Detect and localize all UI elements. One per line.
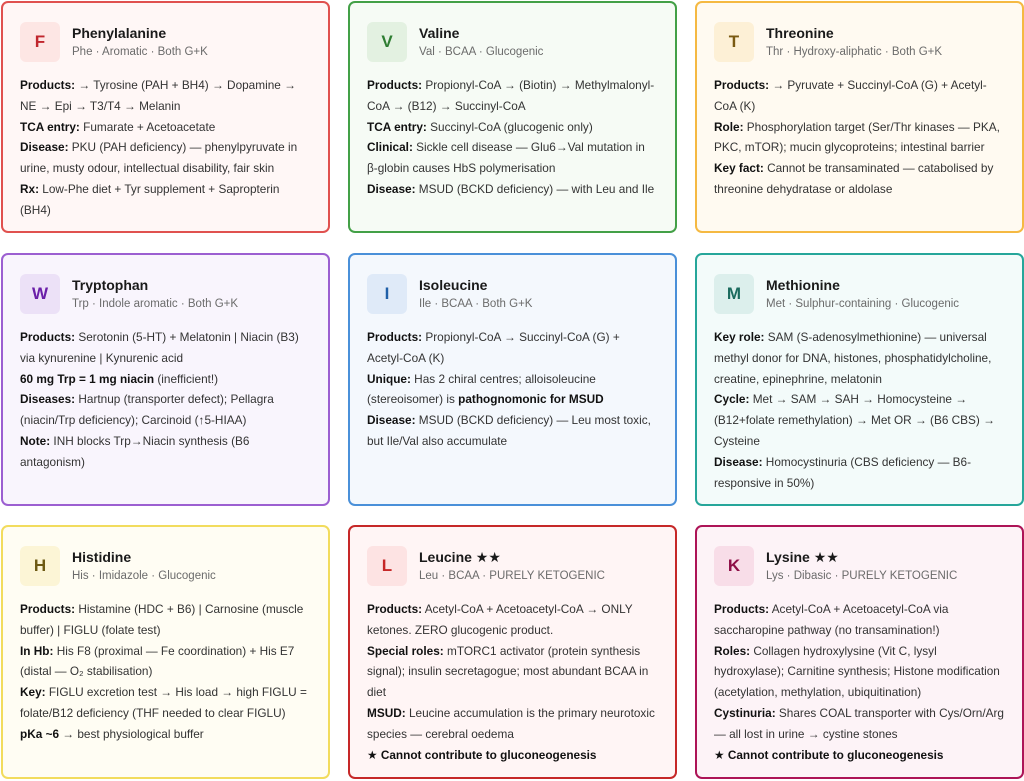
fact-label: Key: xyxy=(20,685,46,700)
amino-acid-card-isoleucine xyxy=(348,253,677,506)
fact-text: Homocystinuria (CBS deficiency — B6-responsive in 50%) xyxy=(714,454,972,490)
fact-row xyxy=(20,327,311,369)
fact-text: Succinyl-CoA (glucogenic only) xyxy=(426,119,593,134)
fact-label: 60 mg Trp = 1 mg niacin xyxy=(20,371,155,386)
fact-text: Has 2 chiral centres; alloisoleucine (stereoisomer) is xyxy=(367,371,596,407)
card-header xyxy=(714,272,1005,316)
fact-text: → Pyruvate + Succinyl-CoA (G) + Acetyl-CoA (K) xyxy=(714,78,987,113)
fact-text: Propionyl-CoA → Succinyl-CoA (G) + Acetyl-CoA (K) xyxy=(367,330,620,365)
fact-row xyxy=(367,117,658,138)
card-body xyxy=(20,75,311,221)
fact-label: Special roles: xyxy=(367,643,444,658)
amino-acid-card-tryptophan xyxy=(1,253,330,506)
fact-row xyxy=(20,641,311,683)
amino-acid-card-valine xyxy=(348,1,677,233)
fact-text: Acetyl-CoA + Acetoacetyl-CoA via saccharopine pathway (no transamination!) xyxy=(714,602,949,637)
fact-row xyxy=(20,389,311,431)
fact-text: SAM (S-adenosylmethionine) — universal methyl donor for DNA, histones, phosphatidylcholine, creatine, epinephrine, melatonin xyxy=(714,330,992,386)
fact-label: Products: xyxy=(20,78,76,92)
card-body xyxy=(367,75,658,200)
card-subtitle: Trp · Indole aromatic · Both G+K xyxy=(72,298,239,310)
fact-row xyxy=(367,641,658,703)
fact-row xyxy=(714,599,1005,641)
fact-text: MSUD (BCKD deficiency) — Leu most toxic, but Ile/Val also accumulate xyxy=(367,413,651,448)
fact-label: Disease: xyxy=(367,181,416,196)
fact-label: MSUD: xyxy=(367,705,406,720)
card-body xyxy=(367,599,658,765)
card-title-name: Methionine xyxy=(766,277,840,293)
fact-label: Disease: xyxy=(20,140,69,155)
amino-acid-card-phenylalanine xyxy=(1,1,330,233)
fact-row xyxy=(367,745,658,766)
fact-row xyxy=(714,452,1005,494)
card-title xyxy=(419,276,532,294)
card-title xyxy=(72,24,208,42)
fact-label: Role: xyxy=(714,119,744,134)
fact-label: Clinical: xyxy=(367,140,413,155)
fact-label: TCA entry: xyxy=(20,119,80,134)
fact-row xyxy=(20,137,311,179)
amino-acid-card-leucine xyxy=(348,525,677,779)
fact-text: Cannot be transaminated — catabolised by threonine dehydratase or aldolase xyxy=(714,161,994,196)
fact-row xyxy=(367,327,658,369)
letter-badge: W xyxy=(20,274,60,314)
fact-label: In Hb: xyxy=(20,643,54,658)
card-title xyxy=(766,276,959,294)
card-body xyxy=(714,327,1005,493)
fact-label: TCA entry: xyxy=(367,119,427,134)
fact-row xyxy=(20,117,311,138)
fact-text: Leucine accumulation is the primary neurotoxic species — cerebral oedema xyxy=(367,705,655,741)
fact-text: His F8 (proximal — Fe coordination) + His E7 (distal — O₂ stabilisation) xyxy=(20,643,295,679)
card-title-name: Valine xyxy=(419,25,460,41)
card-subtitle: Leu · BCAA · PURELY KETOGENIC xyxy=(419,570,605,582)
card-subtitle: Thr · Hydroxy-aliphatic · Both G+K xyxy=(766,46,943,58)
fact-row xyxy=(714,745,1005,766)
fact-text: INH blocks Trp→Niacin synthesis (B6 antagonism) xyxy=(20,433,250,469)
fact-text: PKU (PAH deficiency) — phenylpyruvate in urine, musty odour, intellectual disability, fair skin xyxy=(20,140,298,176)
fact-row xyxy=(20,75,311,117)
letter-badge: T xyxy=(714,22,754,62)
fact-row xyxy=(20,431,311,473)
fact-text: MSUD (BCKD deficiency) — with Leu and Ile xyxy=(415,181,655,196)
card-title xyxy=(766,24,942,42)
card-title xyxy=(72,276,238,294)
card-body xyxy=(20,599,311,745)
fact-row xyxy=(367,137,658,179)
fact-row xyxy=(714,327,1005,389)
fact-text: Serotonin (5-HT) + Melatonin | Niacin (B3) via kynurenine | Kynurenic acid xyxy=(20,330,299,365)
fact-label: Cycle: xyxy=(714,392,750,407)
fact-text: Acetyl-CoA + Acetoacetyl-CoA → ONLY ketones. ZERO glucogenic product. xyxy=(367,602,633,637)
fact-row xyxy=(714,641,1005,703)
fact-label: Disease: xyxy=(367,413,416,428)
amino-acid-card-methionine xyxy=(695,253,1024,506)
card-title xyxy=(419,548,605,566)
fact-text: mTORC1 activator (protein synthesis signal); insulin secretagogue; most abundant BCAA in diet xyxy=(367,643,649,700)
card-subtitle: His · Imidazole · Glucogenic xyxy=(72,570,216,582)
fact-row xyxy=(20,369,311,390)
fact-label: Note: xyxy=(20,433,51,448)
card-title-name: Isoleucine xyxy=(419,277,488,293)
fact-text: Fumarate + Acetoacetate xyxy=(79,119,216,134)
card-subtitle: Phe · Aromatic · Both G+K xyxy=(72,46,208,58)
fact-row xyxy=(20,724,311,745)
card-header xyxy=(20,544,311,588)
fact-label: ★ Cannot contribute to gluconeogenesis xyxy=(714,747,944,762)
amino-acid-card-lysine xyxy=(695,525,1024,779)
fact-label: Products: xyxy=(20,602,76,616)
letter-badge: I xyxy=(367,274,407,314)
fact-row xyxy=(714,75,1005,117)
fact-label: Cystinuria: xyxy=(714,705,776,720)
fact-row xyxy=(20,179,311,221)
fact-row xyxy=(367,410,658,452)
fact-label: Key fact: xyxy=(714,161,764,176)
fact-text: → Tyrosine (PAH + BH4) → Dopamine → NE → Epi → T3/T4 → Melanin xyxy=(20,78,296,113)
card-title xyxy=(766,548,957,566)
fact-text: Shares COAL transporter with Cys/Orn/Arg — all lost in urine → cystine stones xyxy=(714,705,1004,741)
card-header xyxy=(367,20,658,64)
fact-label: Key role: xyxy=(714,330,765,344)
card-body xyxy=(367,327,658,452)
letter-badge: M xyxy=(714,274,754,314)
fact-label: pKa ~6 xyxy=(20,726,60,741)
fact-text: (inefficient!) xyxy=(154,371,219,386)
card-title-name: Threonine xyxy=(766,25,834,41)
card-subtitle: Val · BCAA · Glucogenic xyxy=(419,46,544,58)
card-header xyxy=(367,544,658,588)
card-subtitle: Lys · Dibasic · PURELY KETOGENIC xyxy=(766,570,958,582)
fact-text: Histamine (HDC + B6) | Carnosine (muscle buffer) | FIGLU (folate test) xyxy=(20,602,304,637)
card-title-name: Histidine xyxy=(72,549,132,565)
card-body xyxy=(20,327,311,473)
fact-label: Products: xyxy=(714,602,770,616)
fact-label: Disease: xyxy=(714,454,763,469)
fact-text: FIGLU excretion test → His load → high FIGLU = folate/B12 deficiency (THF needed to clear FIGLU) xyxy=(20,685,307,720)
card-body xyxy=(714,599,1005,765)
card-title-name: Tryptophan xyxy=(72,277,149,293)
star-rating: ★★ xyxy=(471,549,501,565)
fact-text: → best physiological buffer xyxy=(59,726,204,741)
fact-row xyxy=(714,703,1005,745)
fact-label: ★ Cannot contribute to gluconeogenesis xyxy=(367,747,597,762)
card-header xyxy=(20,272,311,316)
fact-label: Unique: xyxy=(367,371,411,386)
fact-row xyxy=(714,158,1005,200)
fact-label: Rx: xyxy=(20,181,40,196)
amino-acid-card-threonine xyxy=(695,1,1024,233)
fact-highlight: pathognomonic for MSUD xyxy=(458,392,604,407)
letter-badge: K xyxy=(714,546,754,586)
fact-label: Products: xyxy=(20,330,76,344)
fact-label: Roles: xyxy=(714,643,751,658)
card-title-name: Lysine xyxy=(766,549,810,565)
fact-text: Sickle cell disease — Glu6→Val mutation in β-globin causes HbS polymerisation xyxy=(367,140,645,176)
fact-row xyxy=(367,703,658,745)
fact-row xyxy=(714,117,1005,159)
fact-text: Collagen hydroxylysine (Vit C, lysyl hydroxylase); Carnitine synthesis; Histone modification (acetylation, methylation, ubiquitination) xyxy=(714,643,1000,700)
card-subtitle: Met · Sulphur-containing · Glucogenic xyxy=(766,298,960,310)
card-header xyxy=(367,272,658,316)
fact-label: Products: xyxy=(367,330,423,344)
fact-text: Phosphorylation target (Ser/Thr kinases — PKA, PKC, mTOR); mucin glycoproteins; intestinal barrier xyxy=(714,119,1000,155)
card-title xyxy=(419,24,543,42)
card-header xyxy=(20,20,311,64)
card-title-name: Leucine xyxy=(419,549,472,565)
letter-badge: V xyxy=(367,22,407,62)
fact-row xyxy=(367,75,658,117)
fact-row xyxy=(20,599,311,641)
fact-label: Products: xyxy=(714,78,770,92)
fact-row xyxy=(20,682,311,724)
fact-label: Diseases: xyxy=(20,392,76,407)
letter-badge: L xyxy=(367,546,407,586)
fact-label: Products: xyxy=(367,78,423,92)
letter-badge: F xyxy=(20,22,60,62)
fact-text: Hartnup (transporter defect); Pellagra (niacin/Trp deficiency); Carcinoid (↑5-HIAA) xyxy=(20,392,274,428)
card-title xyxy=(72,548,216,566)
fact-row xyxy=(367,599,658,641)
card-title-name: Phenylalanine xyxy=(72,25,167,41)
letter-badge: H xyxy=(20,546,60,586)
fact-row xyxy=(714,389,1005,451)
fact-row xyxy=(367,179,658,200)
card-header xyxy=(714,544,1005,588)
fact-label: Products: xyxy=(367,602,423,616)
fact-text: Met → SAM → SAH → Homocysteine → (B12+folate remethylation) → Met OR → (B6 CBS) → Cysteine xyxy=(714,392,995,448)
card-subtitle: Ile · BCAA · Both G+K xyxy=(419,298,533,310)
amino-acid-card-histidine xyxy=(1,525,330,779)
fact-text: Low-Phe diet + Tyr supplement + Sapropterin (BH4) xyxy=(20,181,280,217)
card-header xyxy=(714,20,1005,64)
fact-text: Propionyl-CoA → (Biotin) → Methylmalonyl-CoA → (B12) → Succinyl-CoA xyxy=(367,78,655,113)
star-rating: ★★ xyxy=(809,549,839,565)
fact-row xyxy=(367,369,658,411)
card-body xyxy=(714,75,1005,200)
